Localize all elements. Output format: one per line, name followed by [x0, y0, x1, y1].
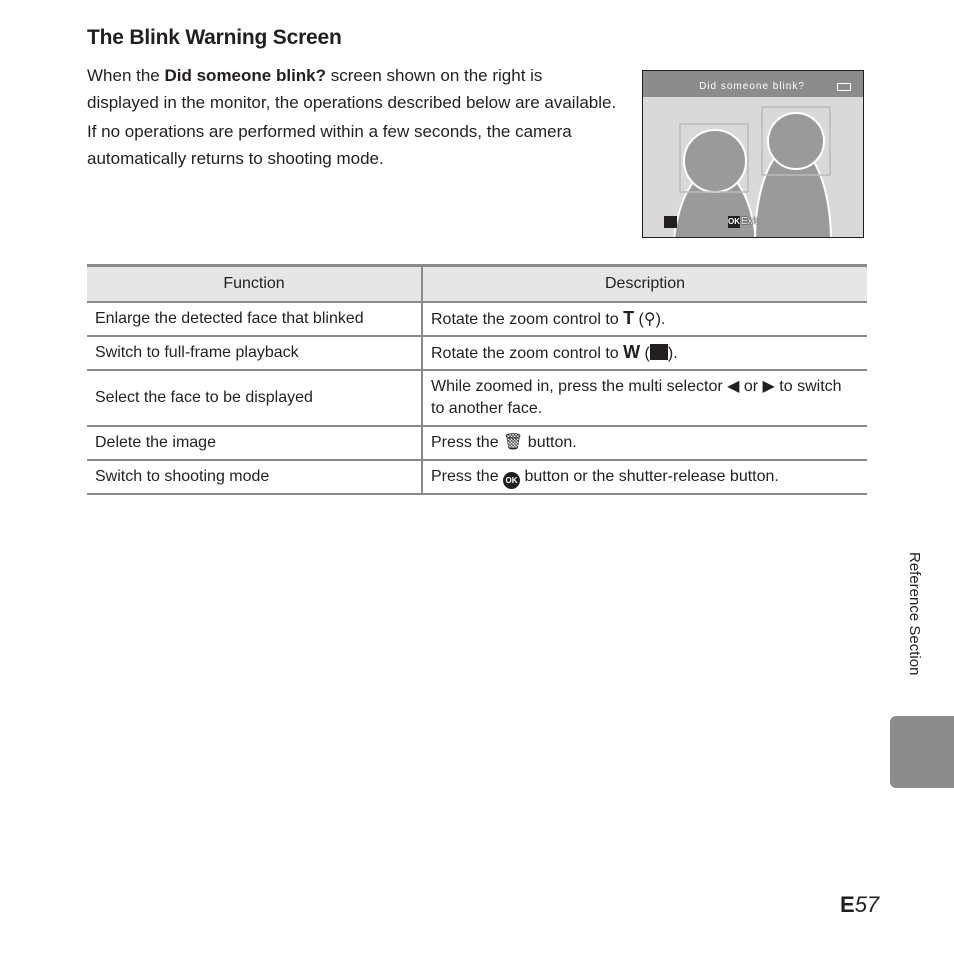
table-row	[87, 460, 867, 494]
page-title: The Blink Warning Screen	[87, 26, 342, 49]
intro-paragraph-1: When the Did someone blink? screen shown on the right is displayed in the monitor, the operations described below are available.	[87, 66, 617, 112]
wide-icon: W	[623, 342, 641, 362]
function-cell: Delete the image	[87, 426, 422, 460]
header-function: Function	[87, 266, 422, 303]
table-header-row	[87, 266, 867, 303]
intro-paragraph-2: If no operations are performed within a few seconds, the camera automatically returns to shooting mode.	[87, 122, 572, 168]
description-cell: Rotate the zoom control to T (⚲).	[422, 302, 867, 336]
header-description: Description	[422, 266, 867, 303]
table-row	[87, 302, 867, 336]
section-label: Reference Section	[906, 552, 923, 676]
tele-icon: T	[623, 308, 635, 328]
zoom-icon	[664, 216, 677, 228]
function-cell: Select the face to be displayed	[87, 370, 422, 426]
battery-icon	[837, 83, 851, 91]
intro-text	[87, 62, 617, 174]
operations-table	[87, 264, 867, 495]
trash-icon: 🗑	[503, 434, 524, 451]
section-tab	[890, 716, 954, 788]
screen-name: Did someone blink?	[164, 66, 327, 85]
exit-label: Exit	[741, 216, 758, 227]
description-cell: Press the OK button or the shutter-release button.	[422, 460, 867, 494]
description-cell: While zoomed in, press the multi selector ◀ or ▶ to switch to another face.	[422, 370, 867, 426]
table-row	[87, 336, 867, 370]
description-cell: Rotate the zoom control to W ( ).	[422, 336, 867, 370]
description-cell: Press the 🗑 button.	[422, 426, 867, 460]
ok-button-icon: OK	[728, 217, 740, 226]
thumbnail-icon	[650, 344, 668, 360]
table-row	[87, 426, 867, 460]
function-cell: Switch to full-frame playback	[87, 336, 422, 370]
page-number: E57	[840, 892, 880, 917]
preview-title: Did someone blink?	[699, 81, 805, 92]
function-cell: Enlarge the detected face that blinked	[87, 302, 422, 336]
function-cell: Switch to shooting mode	[87, 460, 422, 494]
table-row	[87, 370, 867, 426]
ok-icon: OK	[503, 472, 520, 489]
camera-screen-preview	[642, 70, 864, 238]
